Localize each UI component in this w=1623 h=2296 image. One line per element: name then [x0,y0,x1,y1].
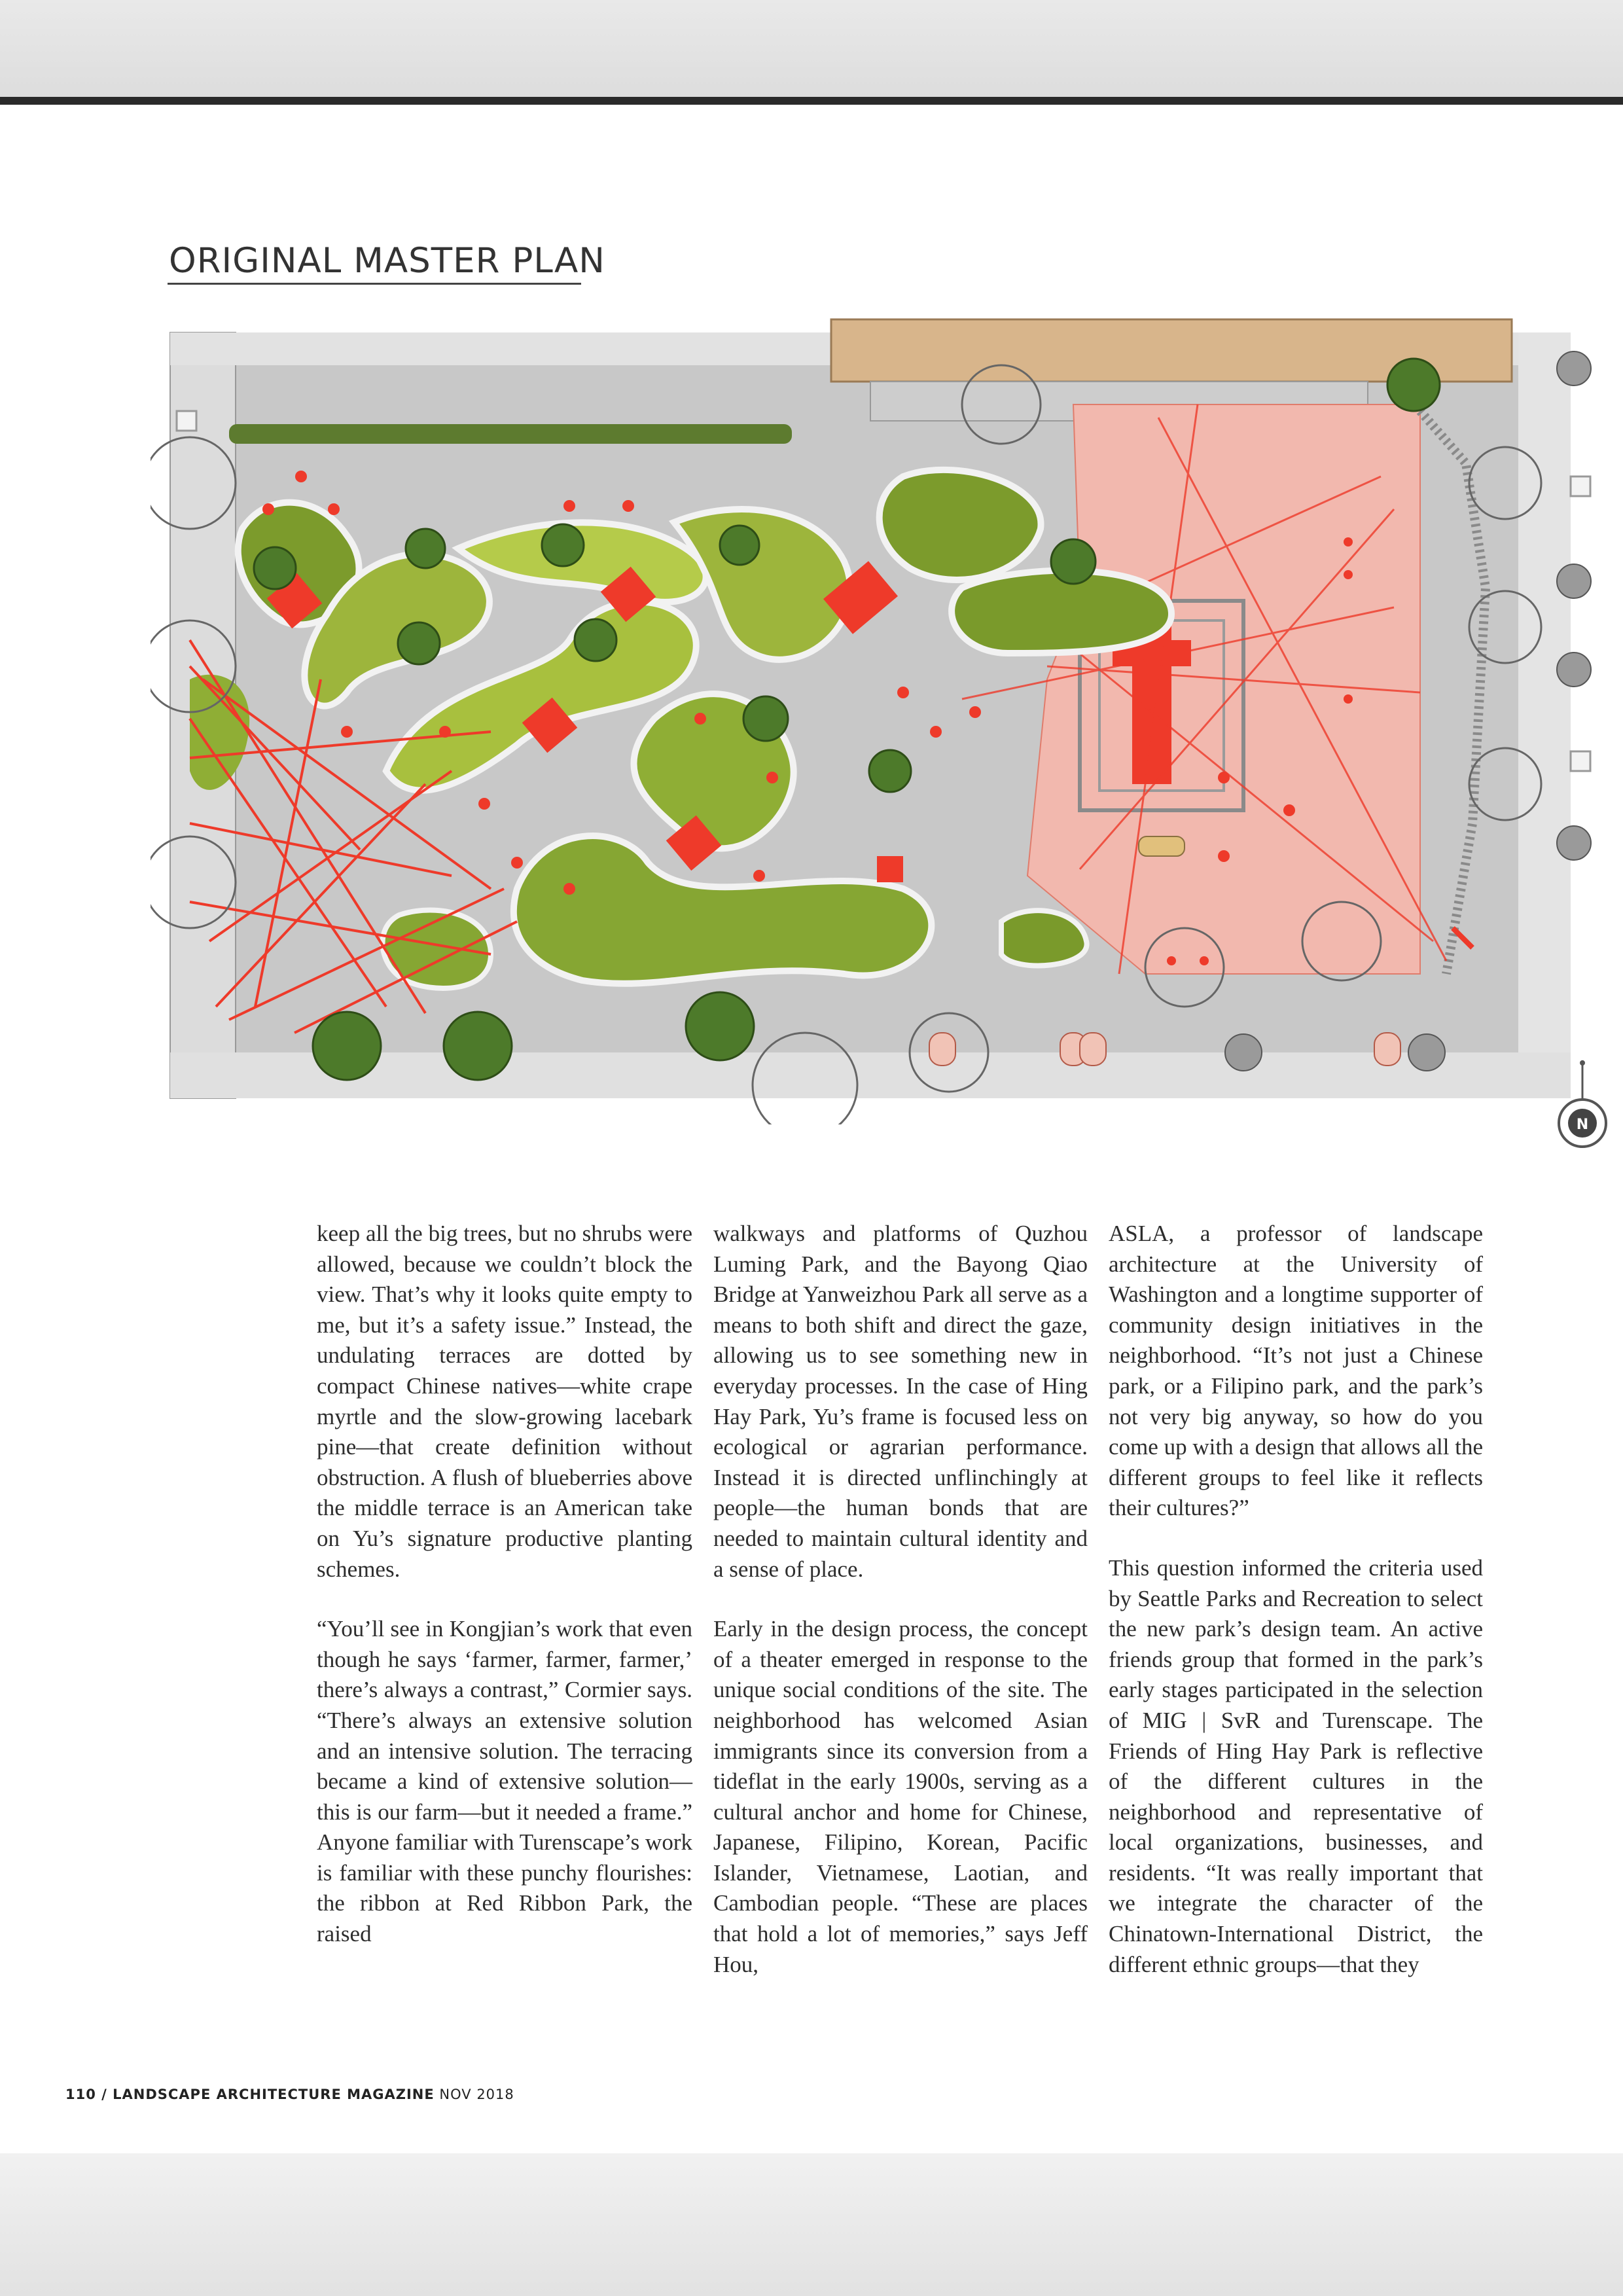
master-plan-drawing [151,313,1610,1124]
north-label: N [1576,1117,1589,1133]
right-sidewalk [1518,332,1571,1098]
hedge-row [229,424,792,444]
bench [1139,836,1185,856]
scan-bottom-margin [0,2153,1623,2296]
body-paragraph: ASLA, a professor of landscape architecture at the University of Washington and a longtime supporter of community design initiatives in the neighborhood. “It’s not just a Chinese park, or a Filipino park, and the park’s not very big anyway, so how do you come up with a design that allows all the different groups to feel like it reflects their cultures?” [1109,1221,1483,1521]
folio-page-publication: 110 / LANDSCAPE ARCHITECTURE MAGAZINE [65,2087,435,2102]
north-arrow [1556,1060,1609,1152]
section-heading: ORIGINAL MASTER PLAN [169,241,605,281]
heading-underline [168,283,581,285]
north-arrow-tip [1580,1060,1585,1066]
bottom-sidewalk [170,1052,1571,1098]
body-paragraph: keep all the big trees, but no shrubs were allowed, because we couldn’t block the view. That’s why it looks quite empty to me, but it’s a safety issue.” Instead, the undulating terraces are dotted by compact Chinese natives—white crape myrtle and the slow-growing lacebark pine—that create definition without obstruction. A flush of blueberries above the middle terrace is an American take on Yu’s signature productive planting schemes. [317,1221,692,1582]
text-column-1 [317,1219,692,1979]
text-column-3 [1109,1219,1483,2009]
terrace-11 [1001,910,1087,965]
terrace-9 [952,571,1171,653]
body-paragraph: This question informed the criteria used by Seattle Parks and Recreation to select the new park’s design team. An active friends group that formed in the park’s early stages participated in the selection of MIG | SvR and Turenscape. The Friends of Hing Hay Park is reflective of the different cultures in the neighborhood and representative of local organizations, businesses, and residents. “It was really important that we integrate the character of the Chinatown-International District, the different ethnic groups—that they [1109,1554,1483,1977]
body-paragraph: Early in the design process, the concept of a theater emerged in response to the unique social conditions of the site. The neighborhood has welcomed Asian immigrants since its conversion from a tideflat in the early 1900s, serving as a cultural anchor and home for Chinese, Japanese, Filipino, Korean, Pacific Islander, Vietnamese, Laotian, and Cambodian people. “These are places that hold a lot of memories,” says Jeff Hou, [713,1616,1088,1977]
text-column-2 [713,1219,1088,2009]
terrace-8 [880,470,1041,580]
body-paragraph: walkways and platforms of Quzhou Luming Park, and the Bayong Qiao Bridge at Yanweizhou Park all serve as a means to both shift and direct the gaze, allowing us to see something new in everyday processes. In the case of Hing Hay Park, Yu’s frame is focused less on ecological or agrarian performance. Instead it is directed unflinchingly at people—the human bonds that are needed to maintain cultural identity and a sense of place. [713,1221,1088,1582]
folio-issue-date: NOV 2018 [439,2087,514,2102]
page-edge-line [0,97,1623,105]
scan-top-margin [0,0,1623,105]
body-paragraph: “You’ll see in Kongjian’s work that even though he says ‘farmer, farmer, farmer,’ there’s always a contrast,” Cormier says. “There’s always an extensive solution and an intensive solution. The terracing became a kind of extensive solution—this is our farm—but it needed a frame.” Anyone familiar with Turenscape’s work is familiar with these punchy flourishes: the ribbon at Red Ribbon Park, the raised [317,1616,692,1947]
page-footer [65,2087,514,2102]
